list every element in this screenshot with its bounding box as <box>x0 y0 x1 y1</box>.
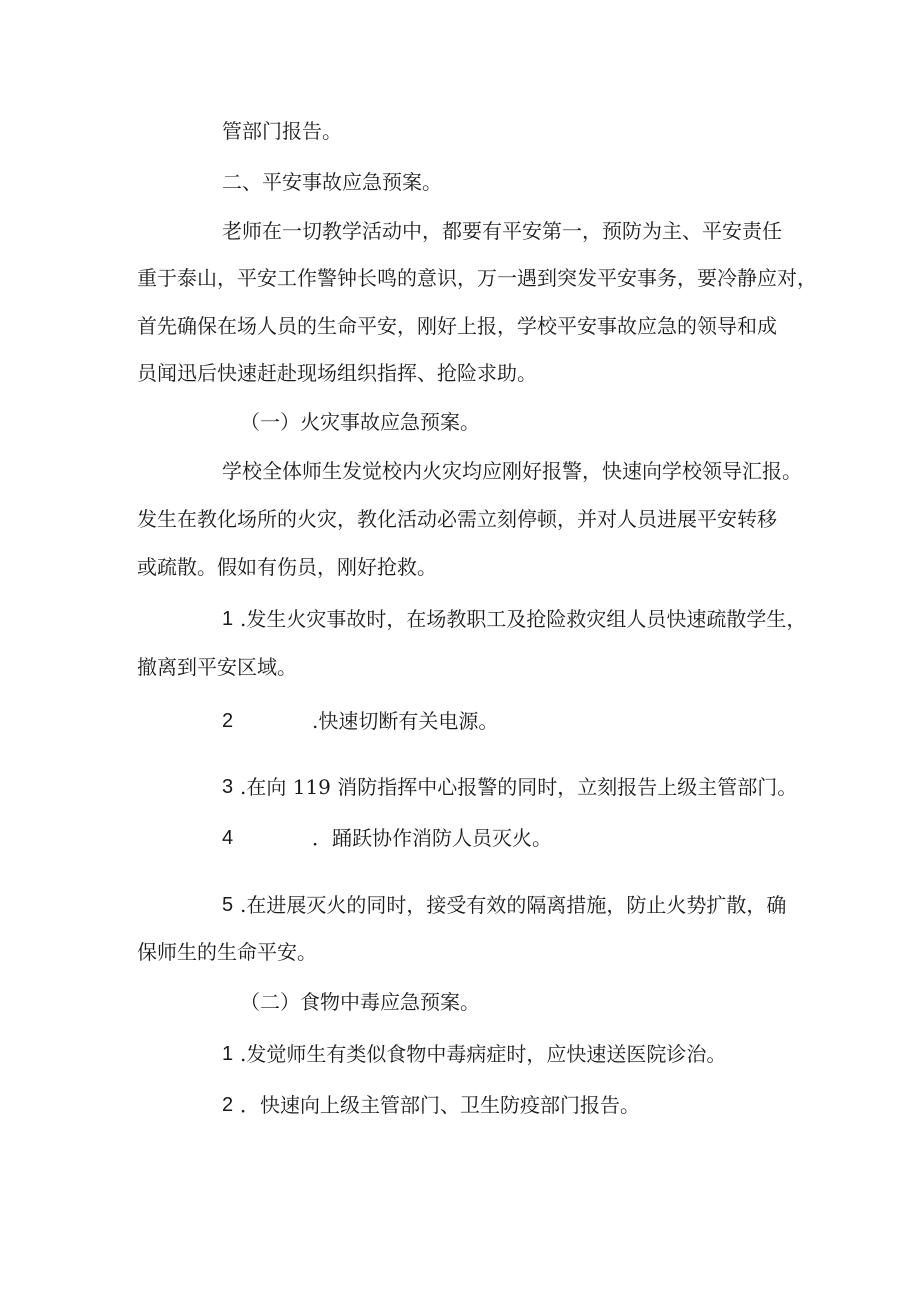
subsection-heading: （二）食物中毒应急预案。 <box>240 990 480 1014</box>
list-item-text: .发生火灾事故时，在场教职工及抢险救灾组人员快速疏散学生， <box>240 607 807 631</box>
list-item-number: 5 <box>222 894 234 916</box>
paragraph-line: 发生在教化场所的火灾，教化活动必需立刻停顿，并对人员进展平安转移 <box>137 507 777 531</box>
list-item-text: 保师生的生命平安。 <box>137 940 317 964</box>
list-item-text: .快速切断有关电源。 <box>312 709 499 733</box>
list-item-text: 撤离到平安区域。 <box>137 655 297 679</box>
paragraph-line: 首先确保在场人员的生命平安，刚好上报，学校平安事故应急的领导和成 <box>137 314 777 338</box>
list-item-text: .发觉师生有类似食物中毒病症时，应快速送医院诊治。 <box>240 1042 727 1066</box>
list-item-number: 2 <box>222 710 234 732</box>
section-heading: 二、平安事故应急预案。 <box>222 170 442 194</box>
paragraph-line: 员闻迅后快速赶赴现场组织指挥、抢险求助。 <box>137 361 537 385</box>
list-item-number: 4 <box>222 827 234 849</box>
paragraph-continuation: 管部门报告。 <box>222 119 342 143</box>
subsection-heading: （一）火灾事故应急预案。 <box>240 410 480 434</box>
paragraph-line: 或疏散。假如有伤员，刚好抢救。 <box>137 555 437 579</box>
list-item-text: ．快速向上级主管部门、卫生防疫部门报告。 <box>240 1093 640 1117</box>
list-item-text: ．踊跃协作消防人员灭火。 <box>312 826 552 850</box>
list-item-number: 1 <box>222 1043 234 1065</box>
paragraph-line: 老师在一切教学活动中，都要有平安第一，预防为主、平安责任 <box>222 219 782 243</box>
list-item-text: .在向 119 消防指挥中心报警的同时，立刻报告上级主管部门。 <box>240 775 798 799</box>
list-item-text: .在进展灭火的同时，接受有效的隔离措施，防止火势扩散，确 <box>240 893 787 917</box>
paragraph-line: 重于泰山，平安工作警钟长鸣的意识，万一遇到突发平安事务，要冷静应对， <box>137 266 817 290</box>
paragraph-line: 学校全体师生发觉校内火灾均应刚好报警，快速向学校领导汇报。 <box>222 459 802 483</box>
list-item-number: 2 <box>222 1094 234 1116</box>
list-item-number: 3 <box>222 776 234 798</box>
list-item-number: 1 <box>222 608 234 630</box>
